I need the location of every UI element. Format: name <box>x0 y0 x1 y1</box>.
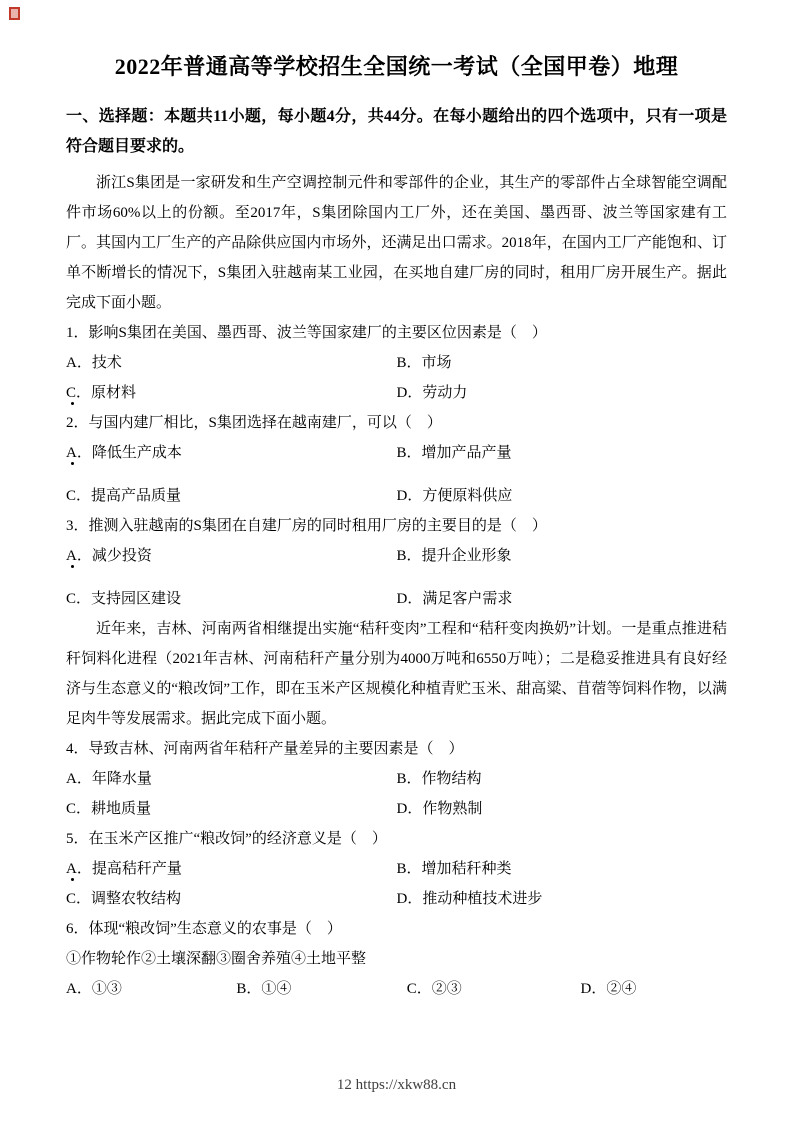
option-a: A．①③ <box>66 981 122 997</box>
option-d: D．推动种植技术进步 <box>396 891 543 907</box>
question-stem: 4．导致吉林、河南两省年秸秆产量差异的主要因素是（ ） <box>66 741 464 757</box>
question-2 <box>66 408 727 511</box>
option-c: C．②③ <box>406 981 462 997</box>
question-stem: 3．推测入驻越南的S集团在自建厂房的同时租用厂房的主要目的是（ ） <box>66 518 547 534</box>
question-options <box>66 764 727 824</box>
question-subitems: ①作物轮作②土壤深翻③圈舍养殖④土地平整 <box>66 951 367 967</box>
question-4 <box>66 734 727 824</box>
passage-2: 近年来，吉林、河南两省相继提出实施“秸秆变肉”工程和“秸秆变肉换奶”计划。一是重点推进秸秆饲料化进程（2021年吉林、河南秸秆产量分别为4000万吨和6550万吨）；二是稳妥推进具有良好经济与生态意义的“粮改饲”工作，即在玉米产区规模化种植青贮玉米、甜高粱、苜蓿等饲料作物，以满足肉牛等发展需求。据此完成下面小题。 <box>66 621 727 727</box>
question-stem: 1．影响S集团在美国、墨西哥、波兰等国家建厂的主要区位因素是（ ） <box>66 325 547 341</box>
option-d: D．劳动力 <box>396 385 468 401</box>
option-d: D．②④ <box>580 981 637 997</box>
option-a: A．年降水量 <box>66 771 152 787</box>
section-header: 一、选择题：本题共11小题，每小题4分，共44分。在每小题给出的四个选项中，只有一项是符合题目要求的。 <box>66 108 727 155</box>
question-options <box>66 438 727 511</box>
option-d: D．方便原料供应 <box>396 488 513 504</box>
option-b: B．①④ <box>236 981 292 997</box>
option-c: C．调整农牧结构 <box>66 891 182 907</box>
option-b: B．增加产品产量 <box>396 445 512 461</box>
question-stem: 2．与国内建厂相比，S集团选择在越南建厂，可以（ ） <box>66 415 442 431</box>
option-b: B．增加秸秆种类 <box>396 861 512 877</box>
question-stem: 6．体现“粮改饲”生态意义的农事是（ ） <box>66 921 342 937</box>
option-c: C．支持园区建设 <box>66 591 182 607</box>
option-c: C．提高产品质量 <box>66 488 182 504</box>
question-options <box>66 854 727 914</box>
corner-watermark <box>9 7 20 20</box>
question-stem: 5．在玉米产区推广“粮改饲”的经济意义是（ ） <box>66 831 387 847</box>
option-a: A．提高秸秆产量 <box>66 854 397 884</box>
option-b: B．市场 <box>396 355 452 371</box>
option-c: C．耕地质量 <box>66 801 152 817</box>
option-b: B．提升企业形象 <box>396 548 512 564</box>
option-a: A．减少投资 <box>66 541 397 571</box>
option-a: A．技术 <box>66 355 122 371</box>
question-3 <box>66 511 727 614</box>
option-b: B．作物结构 <box>396 771 482 787</box>
option-a: A．降低生产成本 <box>66 438 397 468</box>
option-c: C．原材料 <box>66 378 397 408</box>
question-options <box>66 974 727 1004</box>
question-options <box>66 348 727 408</box>
question-5 <box>66 824 727 914</box>
option-d: D．满足客户需求 <box>396 591 513 607</box>
option-d: D．作物熟制 <box>396 801 483 817</box>
question-6 <box>66 914 727 1004</box>
passage-1: 浙江S集团是一家研发和生产空调控制元件和零部件的企业，其生产的零部件占全球智能空调配件市场60%以上的份额。至2017年，S集团除国内工厂外，还在美国、墨西哥、波兰等国家建有工厂。其国内工厂生产的产品除供应国内市场外，还满足出口需求。2018年，在国内工厂产能饱和、订单不断增长的情况下，S集团入驻越南某工业园，在买地自建厂房的同时，租用厂房开展生产。据此完成下面小题。 <box>66 175 727 311</box>
question-1 <box>66 318 727 408</box>
question-options <box>66 541 727 614</box>
page-footer: 12 https://xkw88.cn <box>336 1077 457 1093</box>
page-title: 2022年普通高等学校招生全国统一考试（全国甲卷）地理 <box>114 54 679 79</box>
